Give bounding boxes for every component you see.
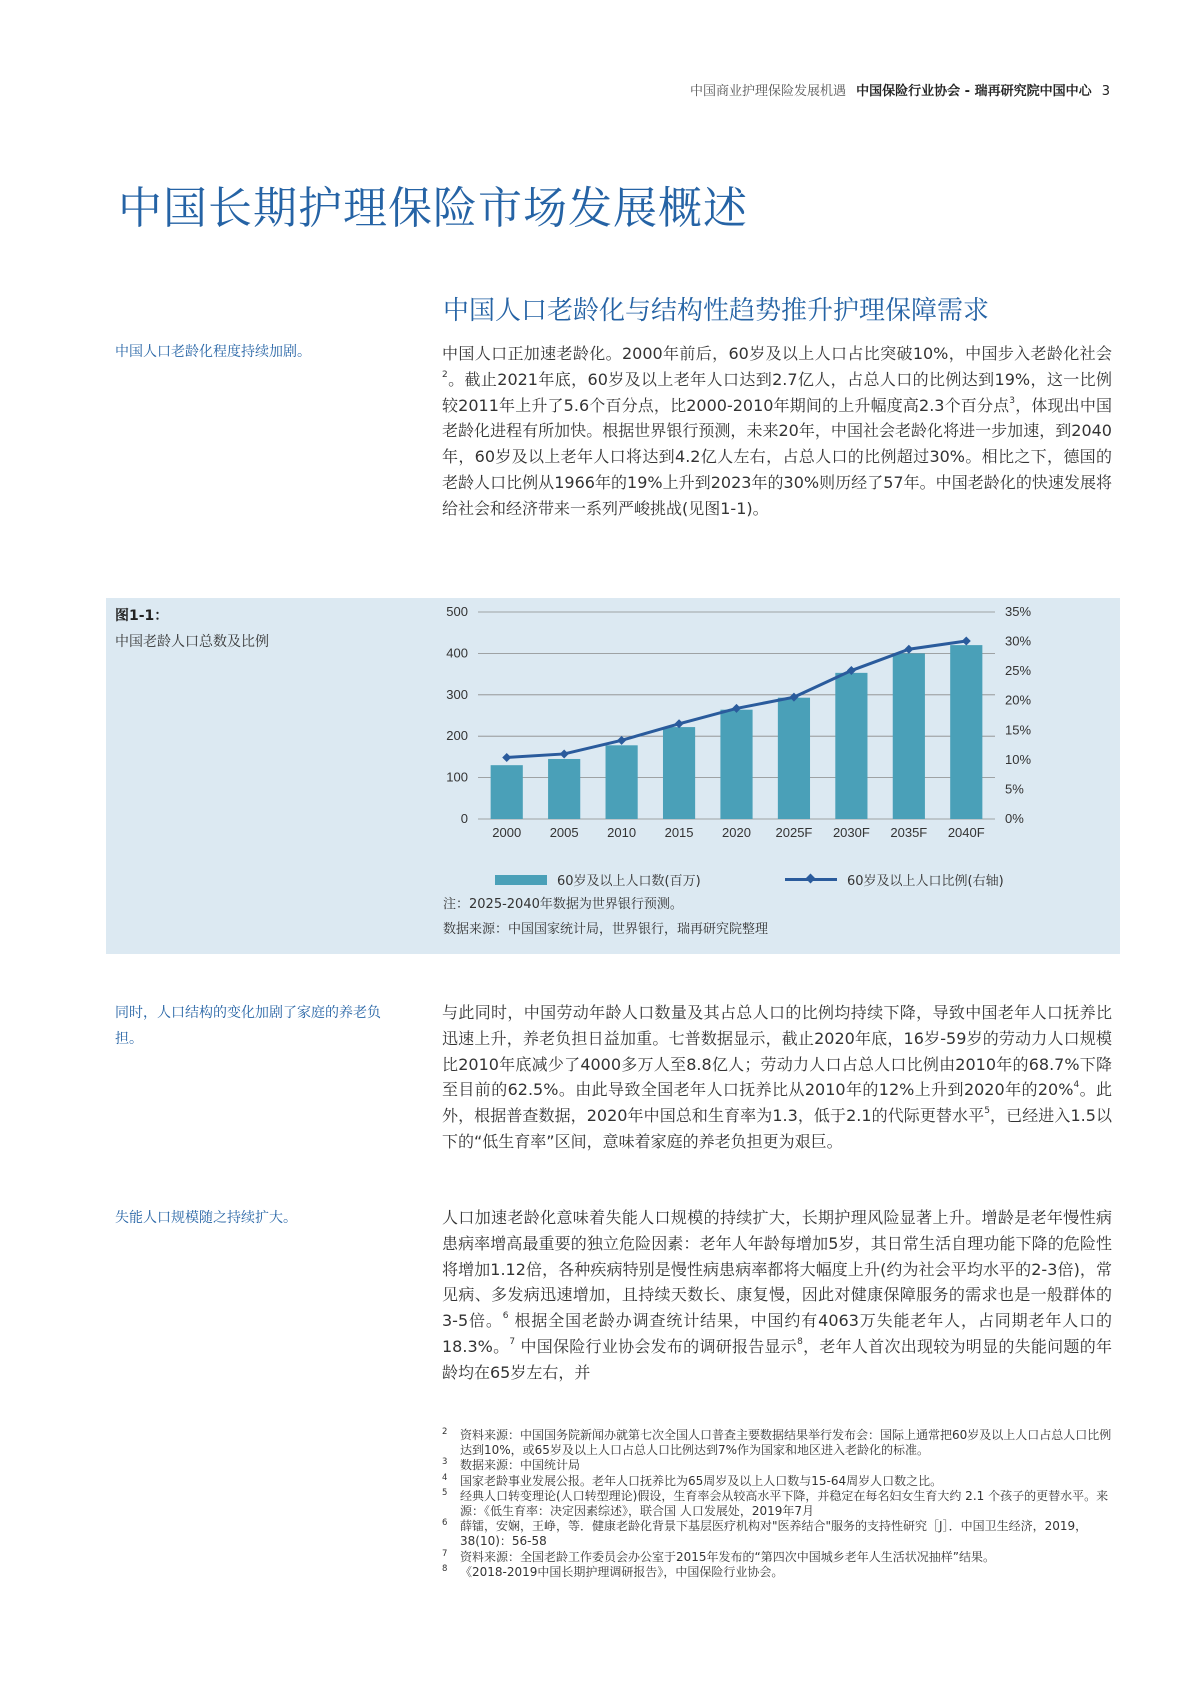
footnote-ref: 6	[502, 1311, 509, 1322]
y-right-tick-label: 5%	[1005, 781, 1024, 797]
footnote-item	[442, 1519, 1112, 1549]
x-tick-label: 2020	[722, 825, 751, 840]
footnote-number: 3	[442, 1457, 448, 1468]
x-tick-label: 2005	[549, 825, 579, 840]
figure-note: 注：2025-2040年数据为世界银行预测。	[443, 897, 683, 912]
paragraph-text: ，体现出中国老龄化进程有所加快。根据世界银行预测，未来20年，中国社会老龄化将进一步加速，到2040年，60岁及以上老年人口将达到4.2亿人左右，占总人口的比例超过30%。相比之下，德国的老龄人口比例从1966年的19%上升到2023年的30%则历经了57年。中国老龄化的快速发展将给社会和经济带来一系列严峻挑战(见图1-1)。	[442, 395, 1112, 518]
bar	[835, 673, 867, 819]
legend-bar-swatch	[495, 875, 547, 885]
x-tick-label: 2000	[492, 825, 522, 840]
figure-label: 图1-1：	[115, 608, 169, 624]
y-left-tick-label: 200	[446, 728, 468, 744]
footnote-number: 6	[442, 1518, 448, 1529]
page-number: 3	[1101, 84, 1110, 99]
paragraph-aging	[442, 341, 1112, 522]
bar	[720, 710, 752, 819]
y-left-tick-label: 500	[446, 604, 468, 619]
bar	[950, 645, 982, 819]
y-right-tick-label: 20%	[1005, 692, 1032, 708]
y-left-tick-label: 0	[460, 811, 468, 826]
paragraph-text: 。截止2021年底，60岁及以上老年人口达到2.7亿人，占总人口的比例达到19%，这一比例较2011年上升了5.6个百分点，比2000-2010年期间的上升幅度高2.3个百分点	[442, 369, 1112, 415]
footnote-item	[442, 1550, 1112, 1565]
figure-title: 中国老龄人口总数及比例	[115, 634, 269, 650]
footnote-text: 数据来源：中国统计局	[460, 1458, 581, 1473]
y-right-tick-label: 10%	[1005, 751, 1032, 767]
x-tick-label: 2035F	[890, 825, 928, 840]
side-note-disability: 失能人口规模随之持续扩大。	[115, 1210, 297, 1226]
paragraph-text: 人口加速老龄化意味着失能人口规模的持续扩大，长期护理风险显著上升。增龄是老年慢性病患病率增高最重要的独立危险因素：老年人年龄每增加5岁，其日常生活自理功能下降的危险性将增加1.12倍，各种疾病特别是慢性病患病率都将大幅度上升(约为社会平均水平的2-3倍)，常见病、多发病迅速增加，且持续天数长、康复慢，因此对健康保障服务的需求也是一般群体的3-5倍。	[442, 1208, 1112, 1331]
header-doc-title: 中国商业护理保险发展机遇	[689, 84, 846, 99]
bar	[663, 727, 695, 819]
aging-population-chart	[440, 604, 1090, 864]
footnote-text: 《2018-2019中国长期护理调研报告》，中国保险行业协会。	[460, 1564, 784, 1579]
legend-line-label: 60岁及以上人口比例(右轴)	[847, 874, 1004, 889]
paragraph-text: ，老年人首次出现较为明显的失能问题的年龄均在65岁左右，并	[442, 1336, 1112, 1382]
bar	[606, 745, 638, 819]
paragraph-text: ，已经进入1.5以下的“低生育率”区间，意味着家庭的养老负担更为艰巨。	[442, 1106, 1112, 1151]
figure-source: 数据来源：中国国家统计局，世界银行，瑞再研究院整理	[443, 922, 769, 937]
x-tick-label: 2025F	[775, 825, 813, 840]
ratio-point	[617, 736, 626, 745]
footnote-ref: 3	[1009, 395, 1016, 406]
paragraph-text: 中国保险行业协会发布的调研报告显示	[515, 1336, 798, 1356]
paragraph-text: 与此同时，中国劳动年龄人口数量及其占总人口的比例均持续下降，导致中国老年人口抚养比迅速上升，养老负担日益加重。七普数据显示，截止2020年底，16岁-59岁的劳动力人口规模比2010年底减少了4000多万人至8.8亿人；劳动力人口占总人口比例由2010年的68.7%下降至目前的62.5%。由此导致全国老年人口抚养比从2010年的12%上升到2020年的20%	[442, 1003, 1112, 1100]
footnote-ref: 4	[1073, 1080, 1080, 1091]
footnote-text: 国家老龄事业发展公报。老年人口抚养比为65周岁及以上人口数与15-64周岁人口数之比。	[460, 1473, 943, 1488]
paragraph-text: 中国人口正加速老龄化。2000年前后，60岁及以上人口占比突破10%，中国步入老龄化社会	[442, 344, 1112, 363]
y-left-tick-label: 400	[446, 645, 468, 661]
header-org: 中国保险行业协会 - 瑞再研究院中国中心	[856, 84, 1092, 99]
y-left-tick-label: 300	[446, 686, 468, 702]
side-note-family-burden: 同时，人口结构的变化加剧了家庭的养老负担。	[115, 1005, 381, 1047]
footnotes	[442, 1428, 1112, 1580]
footnote-text: 资料来源：中国国务院新闻办就第七次全国人口普查主要数据结果举行发布会：国际上通常把60岁及以上人口占总人口比例达到10%，或65岁及以上人口占总人口比例达到7%作为国家和地区进入老龄化的标准。	[460, 1428, 1112, 1458]
y-left-tick-label: 100	[446, 769, 468, 785]
footnote-ref: 8	[797, 1336, 803, 1347]
footnote-item	[442, 1428, 1112, 1458]
footnote-text: 薛镭，安娴，王峥，等．健康老龄化背景下基层医疗机构对"医养结合"服务的支持性研究［J］．中国卫生经济，2019，38(10)：56-58	[460, 1519, 1088, 1549]
x-tick-label: 2040F	[947, 825, 985, 840]
bar	[548, 759, 580, 819]
ratio-point	[560, 749, 569, 758]
footnote-text: 资料来源：全国老龄工作委员会办公室于2015年发布的“第四次中国城乡老年人生活状况抽样”结果。	[460, 1549, 995, 1564]
footnote-number: 4	[442, 1472, 448, 1483]
paragraph-disability	[442, 1205, 1112, 1386]
legend-line-swatch	[785, 878, 837, 881]
section-title: 中国人口老龄化与结构性趋势推升护理保障需求	[443, 296, 990, 326]
y-right-tick-label: 30%	[1005, 633, 1032, 649]
paragraph-family-burden	[442, 1000, 1112, 1155]
side-note-aging: 中国人口老龄化程度持续加剧。	[115, 344, 311, 360]
footnote-number: 5	[442, 1487, 448, 1498]
x-tick-label: 2030F	[832, 825, 870, 840]
legend-bar-series	[495, 870, 701, 889]
bar	[893, 653, 925, 819]
running-header	[690, 80, 1110, 99]
legend-bar-label: 60岁及以上人口数(百万)	[557, 874, 701, 889]
footnote-ref: 7	[509, 1336, 516, 1347]
footnote-ref: 2	[442, 369, 448, 380]
footnote-number: 2	[442, 1427, 448, 1437]
bar	[491, 765, 523, 819]
x-tick-label: 2015	[664, 825, 694, 840]
x-tick-label: 2010	[607, 825, 637, 840]
y-right-tick-label: 15%	[1005, 722, 1032, 738]
y-right-tick-label: 0%	[1005, 811, 1024, 826]
bar	[778, 698, 810, 819]
legend-line-series	[785, 870, 1004, 889]
footnote-text: 经典人口转变理论(人口转型理论)假设，生育率会从较高水平下降，并稳定在每名妇女生育大约 2.1 个孩子的更替水平。来源：《低生育率：决定因素综述》，联合国 人口发展处，2019年7月	[460, 1488, 1109, 1519]
footnote-number: 8	[442, 1563, 448, 1574]
footnote-item	[442, 1489, 1112, 1519]
y-right-tick-label: 35%	[1005, 604, 1032, 619]
footnote-ref: 5	[984, 1106, 990, 1117]
ratio-point	[675, 719, 684, 728]
paragraph-text: 根据全国老龄办调查统计结果，中国约有4063万失能老年人，占同期老年人口的18.3%。	[442, 1311, 1112, 1356]
footnote-item	[442, 1458, 1112, 1473]
ratio-point	[502, 753, 511, 762]
footnote-item	[442, 1565, 1112, 1580]
paragraph-text: 。此外，根据普查数据，2020年中国总和生育率为1.3，低于2.1的代际更替水平	[442, 1080, 1112, 1126]
page-title: 中国长期护理保险市场发展概述	[118, 183, 748, 234]
ratio-point	[904, 645, 913, 654]
footnote-item	[442, 1474, 1112, 1489]
ratio-point	[962, 636, 971, 645]
y-right-tick-label: 25%	[1005, 663, 1032, 679]
footnote-number: 7	[442, 1548, 448, 1559]
